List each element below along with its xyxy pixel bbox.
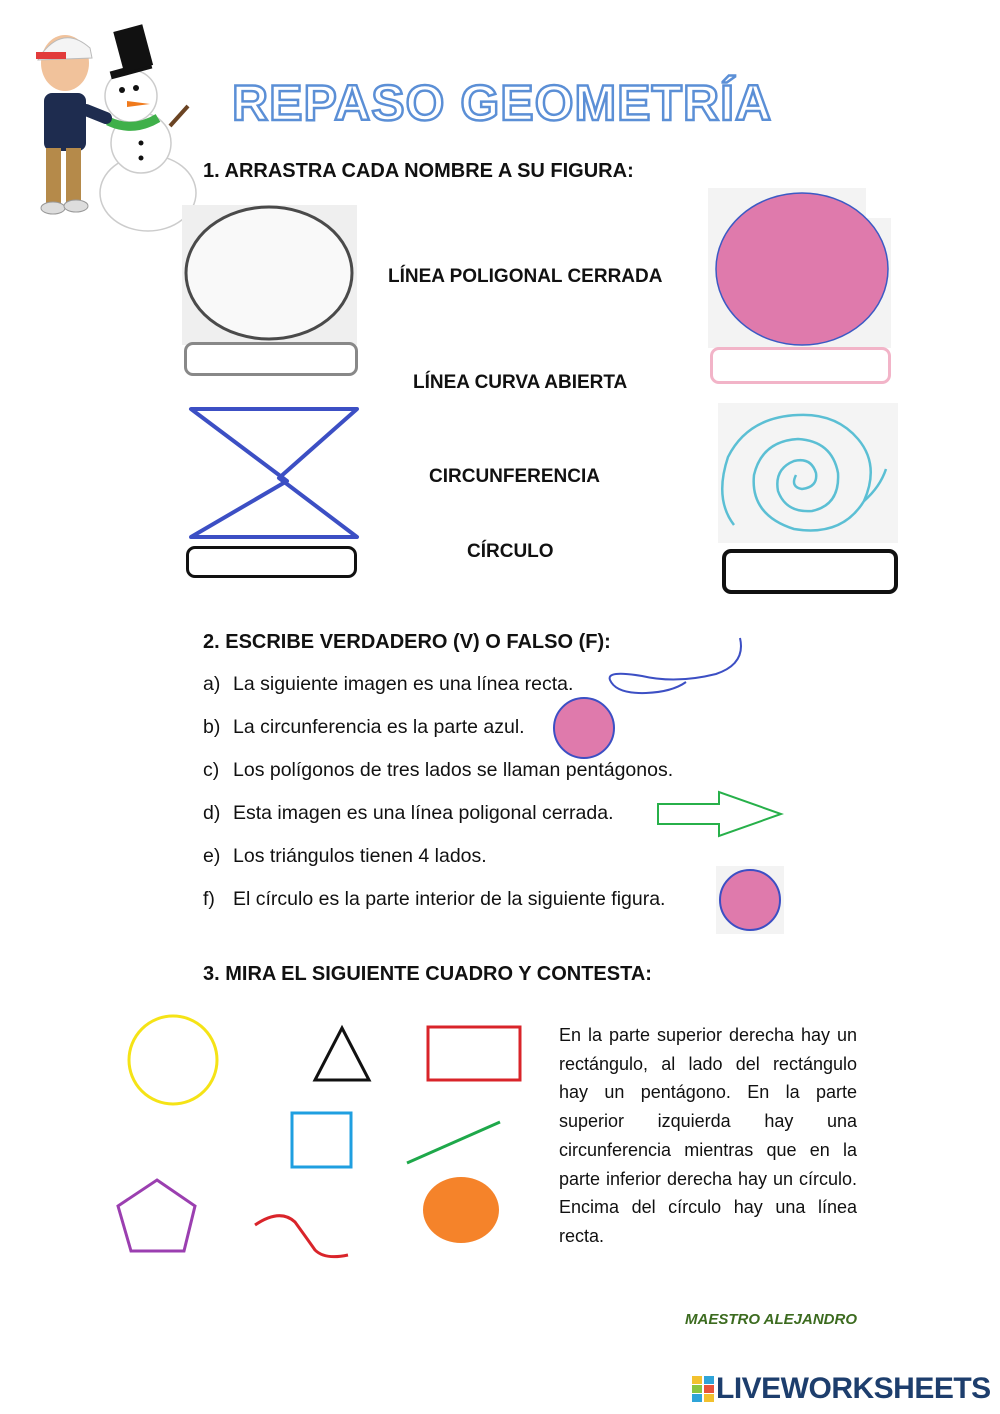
figure-arrow-d — [655, 790, 785, 840]
section3-paragraph: En la parte superior derecha hay un rectángulo, al lado del rectángulo hay un pentágono. En la parte superior izquierda hay una circunferencia mientras que en la parte inferior derecha hay un círculo. Encima del círculo hay una línea recta. — [559, 1025, 857, 1246]
drag-word-poligonal-cerrada[interactable]: LÍNEA POLIGONAL CERRADA — [388, 266, 663, 287]
figure-circle-b — [551, 695, 617, 761]
statement-label: a) — [203, 673, 221, 695]
statement-a — [203, 673, 573, 696]
brand-wordmark: LIVEWORKSHEETS — [716, 1372, 991, 1405]
author-signature: MAESTRO ALEJANDRO — [685, 1311, 857, 1328]
figure-circle-f — [716, 866, 784, 934]
statement-text: Los triángulos tienen 4 lados. — [233, 845, 487, 867]
drag-word-curva-abierta[interactable]: LÍNEA CURVA ABIERTA — [413, 372, 628, 393]
black-triangle — [315, 1028, 369, 1080]
drag-word-circulo[interactable]: CÍRCULO — [467, 541, 554, 562]
statement-label: b) — [203, 716, 221, 738]
statement-e — [203, 845, 487, 868]
figure-closed-polygonal-line — [187, 405, 362, 540]
purple-pentagon — [118, 1180, 195, 1251]
liveworksheets-logo-icon — [692, 1376, 714, 1402]
green-straight-line — [407, 1122, 500, 1163]
statement-label: f) — [203, 888, 215, 910]
drop-zone-4[interactable] — [722, 549, 898, 594]
yellow-circumference — [129, 1016, 217, 1104]
statement-f — [203, 888, 665, 911]
statement-label: c) — [203, 759, 220, 781]
page-title: REPASO GEOMETRÍA — [232, 75, 773, 131]
drag-word-circunferencia[interactable]: CIRCUNFERENCIA — [429, 466, 600, 487]
statement-label: d) — [203, 802, 221, 824]
boy-avatar-icon — [36, 35, 106, 214]
section1-heading: 1. ARRASTRA CADA NOMBRE A SU FIGURA: — [203, 160, 634, 182]
shapes-grid — [110, 1010, 530, 1270]
statement-text: El círculo es la parte interior de la siguiente figura. — [233, 888, 666, 910]
drop-zone-3[interactable] — [710, 347, 891, 384]
blue-square — [292, 1113, 351, 1167]
statement-c — [203, 759, 673, 782]
drop-zone-2[interactable] — [186, 546, 357, 578]
figure-circle — [708, 188, 891, 348]
figure-curved-line-a — [606, 636, 748, 698]
statement-text: La circunferencia es la parte azul. — [233, 716, 525, 738]
snowman-icon — [100, 24, 196, 231]
statement-text: La siguiente imagen es una línea recta. — [233, 673, 574, 695]
statement-label: e) — [203, 845, 221, 867]
statement-b — [203, 716, 525, 739]
drop-zone-1[interactable] — [184, 342, 358, 376]
section3-heading: 3. MIRA EL SIGUIENTE CUADRO Y CONTESTA: — [203, 963, 652, 985]
red-rectangle — [428, 1027, 520, 1080]
statement-text: Los polígonos de tres lados se llaman pentágonos. — [233, 759, 674, 781]
statement-text: Esta imagen es una línea poligonal cerrada. — [233, 802, 614, 824]
orange-circle — [423, 1177, 499, 1243]
section2-heading: 2. ESCRIBE VERDADERO (V) O FALSO (F): — [203, 631, 611, 653]
figure-circumference — [182, 205, 357, 345]
red-curve — [255, 1216, 348, 1257]
statement-d — [203, 802, 614, 825]
snowman-boy-illustration — [28, 18, 193, 228]
figure-open-curve-spiral — [718, 403, 898, 543]
